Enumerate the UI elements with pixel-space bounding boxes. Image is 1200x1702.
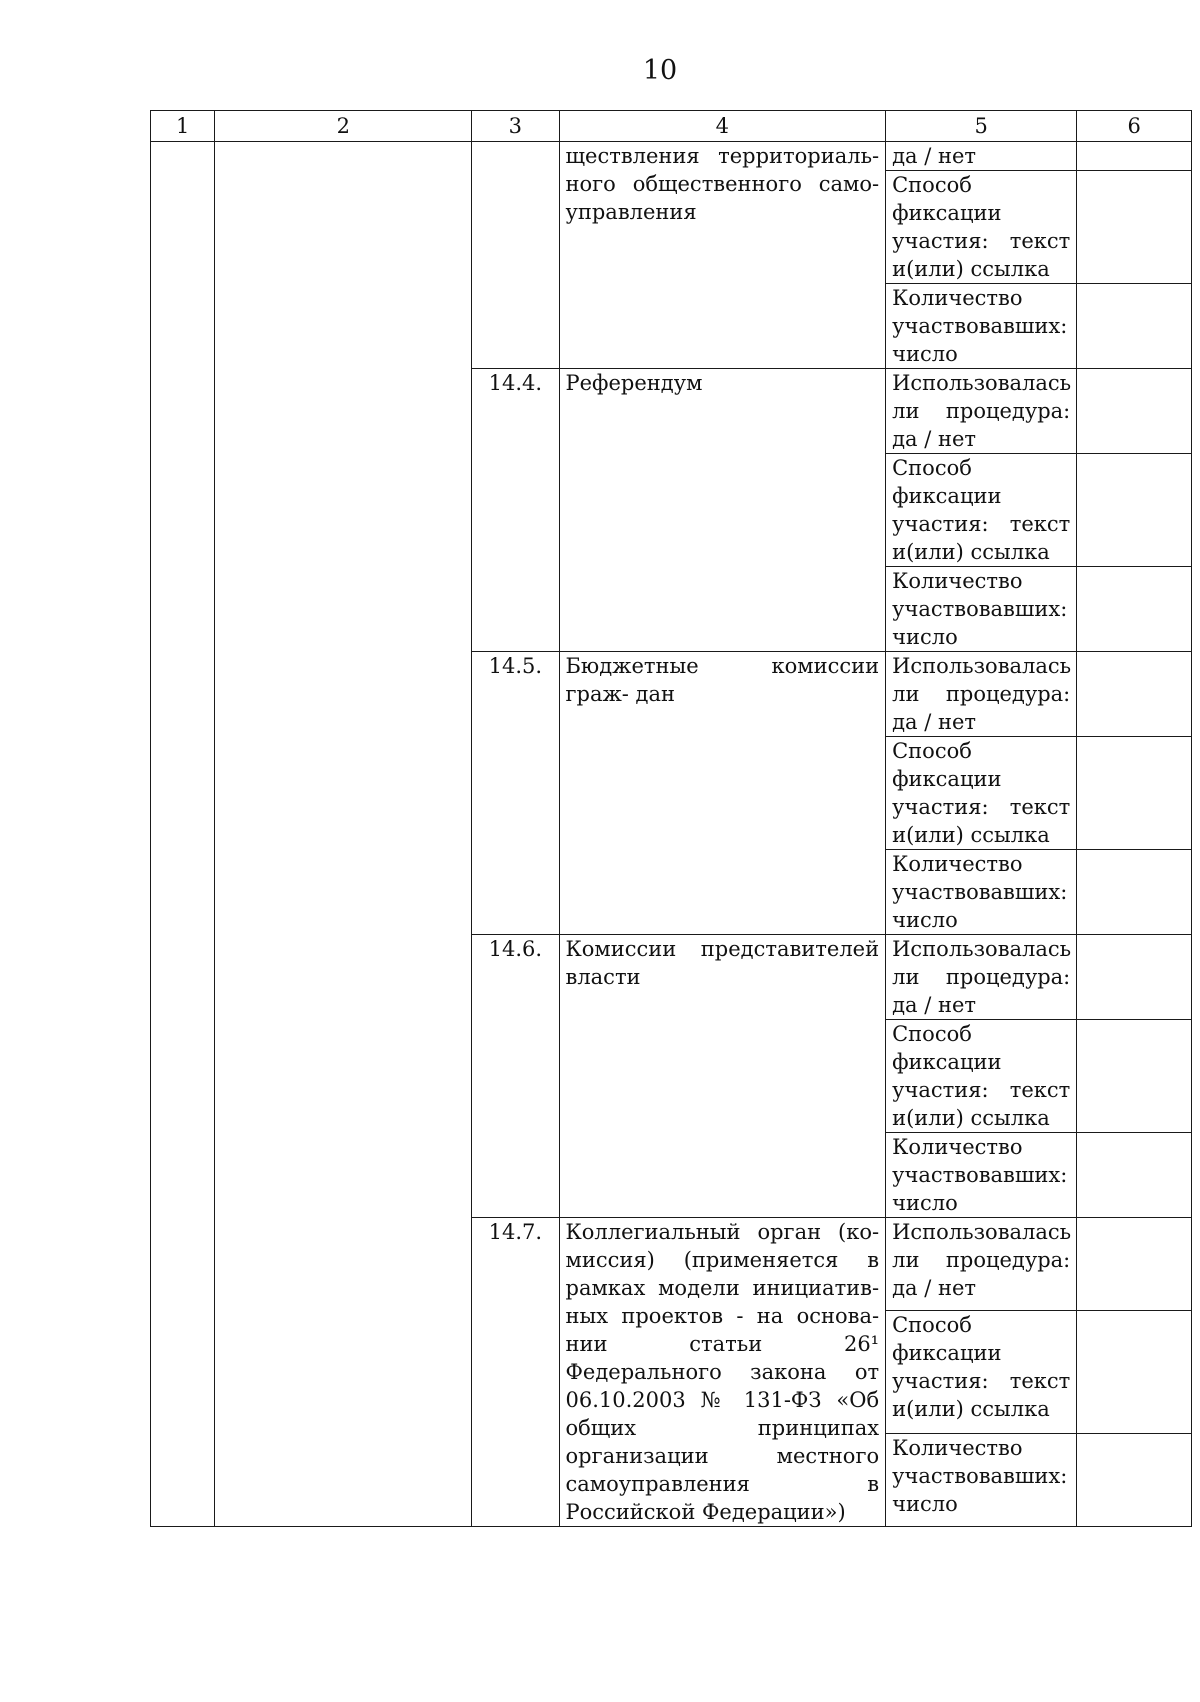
- value-cell: [1077, 1434, 1192, 1527]
- value-cell: [1077, 1133, 1192, 1218]
- value-cell: [1077, 1020, 1192, 1133]
- value-cell: [1077, 1310, 1192, 1433]
- value-cell: [1077, 850, 1192, 935]
- col-header-5: 5: [886, 111, 1077, 142]
- attribute-method: Способ фиксации участия: текст и(или) ссылка: [886, 454, 1077, 567]
- item-number: [472, 142, 559, 369]
- col1-cell: [151, 142, 215, 1527]
- attribute-used: Использовалась ли процедура: да / нет: [886, 369, 1077, 454]
- col2-cell: [215, 142, 472, 1527]
- item-number: 14.7.: [472, 1218, 559, 1527]
- value-cell: [1077, 652, 1192, 737]
- value-cell: [1077, 1218, 1192, 1311]
- item-description: Бюджетные комиссии граж- дан: [559, 652, 886, 935]
- col-header-6: 6: [1077, 111, 1192, 142]
- value-cell: [1077, 567, 1192, 652]
- item-description: Комиссии представителей власти: [559, 935, 886, 1218]
- value-cell: [1077, 454, 1192, 567]
- attribute-count: Количество участвовавших: число: [886, 850, 1077, 935]
- value-cell: [1077, 737, 1192, 850]
- attribute-used: Использовалась ли процедура: да / нет: [886, 652, 1077, 737]
- attribute-method: Способ фиксации участия: текст и(или) ссылка: [886, 171, 1077, 284]
- value-cell: [1077, 369, 1192, 454]
- item-number: 14.6.: [472, 935, 559, 1218]
- attribute-method: Способ фиксации участия: текст и(или) ссылка: [886, 737, 1077, 850]
- value-cell: [1077, 142, 1192, 171]
- attribute-used: Использовалась ли процедура: да / нет: [886, 935, 1077, 1020]
- item-number: 14.4.: [472, 369, 559, 652]
- page-number: 10: [642, 55, 678, 86]
- value-cell: [1077, 935, 1192, 1020]
- col-header-2: 2: [215, 111, 472, 142]
- value-cell: [1077, 171, 1192, 284]
- attribute-count: Количество участвовавших: число: [886, 567, 1077, 652]
- attribute-used: Использовалась ли процедура: да / нет: [886, 1218, 1077, 1311]
- attribute-used: да / нет: [886, 142, 1077, 171]
- item-description: Коллегиальный орган (ко- миссия) (применяется в рамках модели инициатив- ных проектов - на основа- нии статьи 26¹ Федерального закона от 06.10.2003 № 131-ФЗ «Об общих принципах организации местного самоуправления в Российской Федерации»): [559, 1218, 886, 1527]
- col-header-3: 3: [472, 111, 559, 142]
- header-row: [151, 111, 1192, 142]
- value-cell: [1077, 284, 1192, 369]
- attribute-count: Количество участвовавших: число: [886, 1133, 1077, 1218]
- participation-table: [150, 110, 1192, 1527]
- table-row: [151, 142, 1192, 171]
- attribute-method: Способ фиксации участия: текст и(или) ссылка: [886, 1310, 1077, 1433]
- col-header-1: 1: [151, 111, 215, 142]
- item-description: Референдум: [559, 369, 886, 652]
- col-header-4: 4: [559, 111, 886, 142]
- attribute-method: Способ фиксации участия: текст и(или) ссылка: [886, 1020, 1077, 1133]
- item-description: ществления территориаль- ного общественного само- управления: [559, 142, 886, 369]
- item-number: 14.5.: [472, 652, 559, 935]
- attribute-count: Количество участвовавших: число: [886, 284, 1077, 369]
- attribute-count: Количество участвовавших: число: [886, 1434, 1077, 1527]
